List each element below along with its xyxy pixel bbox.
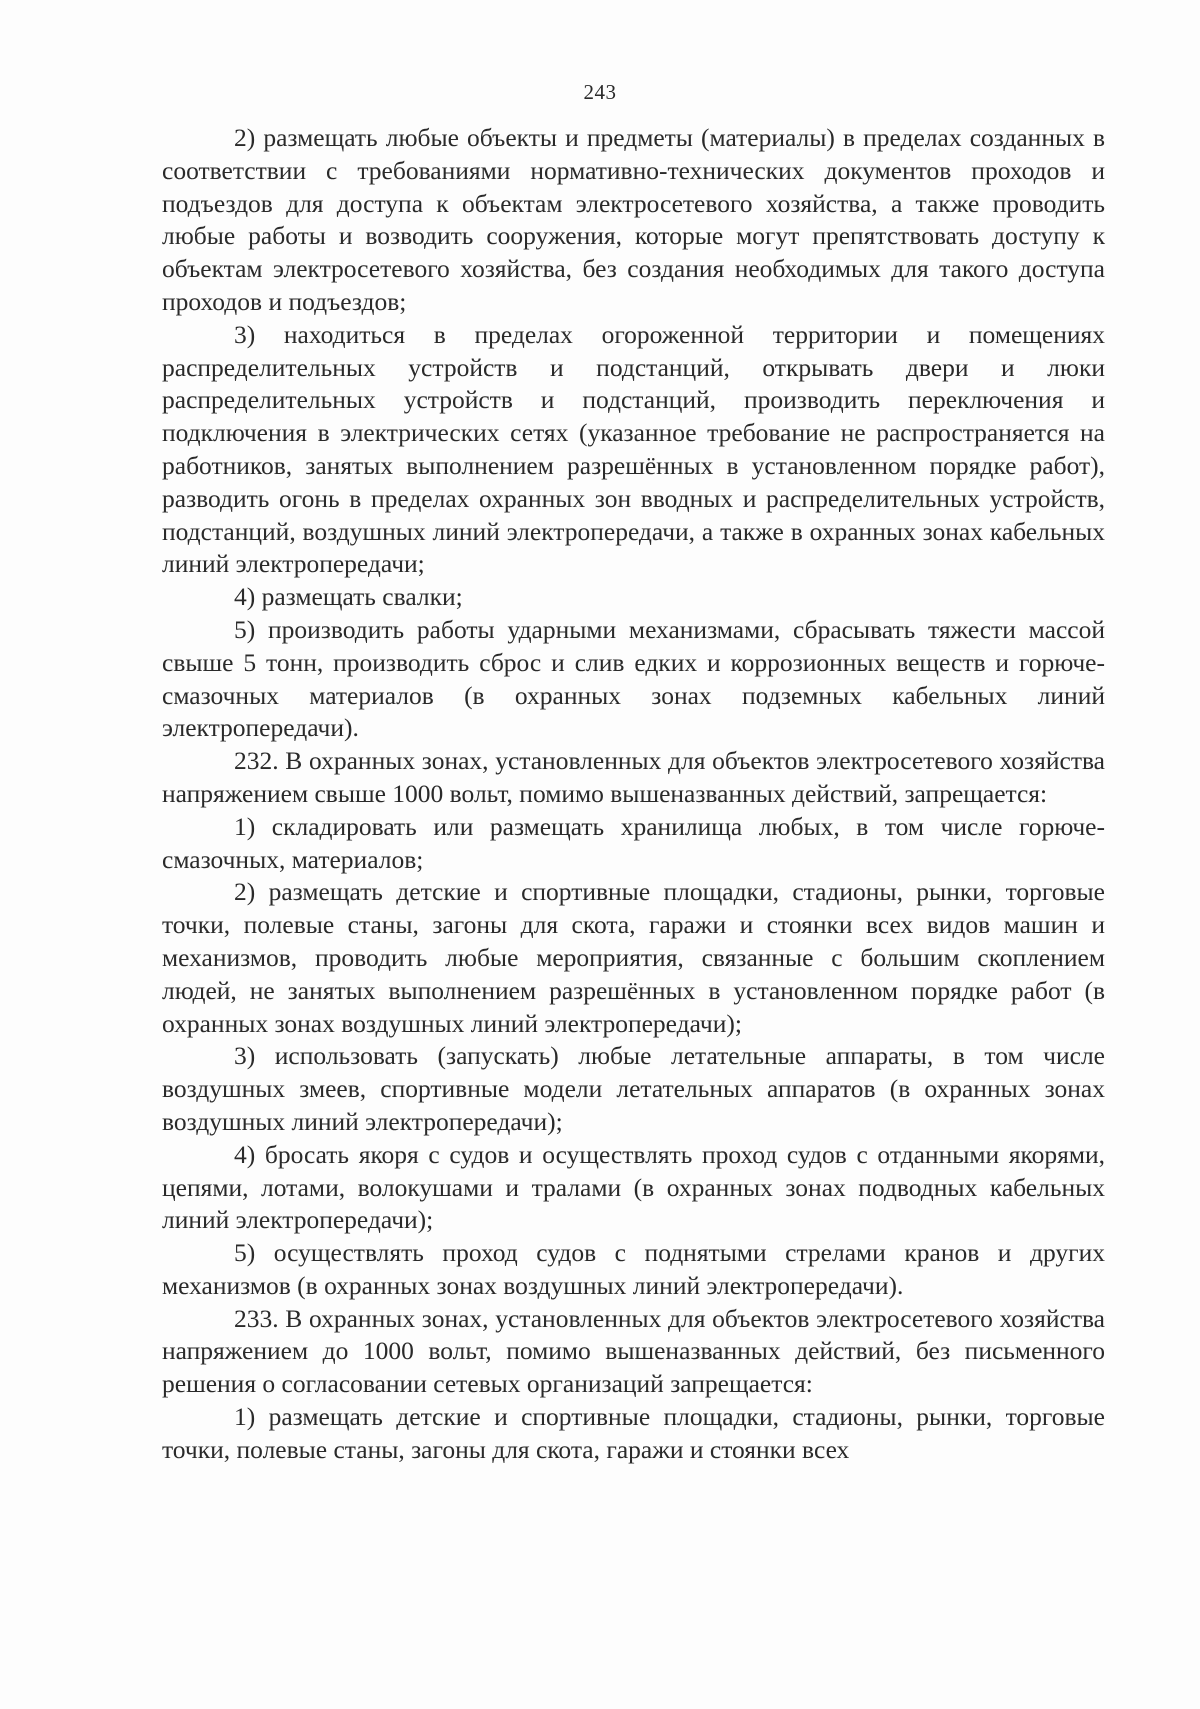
paragraph-item-5-impact-works: 5) производить работы ударными механизмами, сбрасывать тяжести массой свыше 5 тонн, производить сброс и слив едких и коррозионных веществ и горюче-смазочных материалов (в охранных зонах подземных кабельных линий электропередачи). (162, 614, 1105, 743)
paragraph-item-3-enclosed-territory: 3) находиться в пределах огороженной территории и помещениях распределительных устройств и подстанций, открывать двери и люки распределительных устройств и подстанций, производить переключения и подключения в электрических сетях (указанное требование не распространяется на работников, занятых выполнением разрешённых в установленном порядке работ), разводить огонь в пределах охранных зон вводных и распределительных устройств, подстанций, воздушных линий электропередачи, а также в охранных зонах кабельных линий электропередачи; (162, 319, 1105, 579)
paragraph-item-2-objects: 2) размещать любые объекты и предметы (материалы) в пределах созданных в соответствии с требованиями нормативно-технических документов проходов и подъездов для доступа к объектам электросетевого хозяйства, а также проводить любые работы и возводить сооружения, которые могут препятствовать доступу к объектам электросетевого хозяйства, без создания необходимых для такого доступа проходов и подъездов; (162, 123, 1105, 316)
paragraph-item-4-dumps: 4) размещать свалки; (234, 582, 463, 612)
paragraph-232-item-2: 2) размещать детские и спортивные площадки, стадионы, рынки, торговые точки, полевые станы, загоны для скота, гаражи и стоянки всех видов машин и механизмов, проводить любые мероприятия, связанные с большим скоплением людей, не занятых выполнением разрешённых в установленном порядке работ (в охранных зонах воздушных линий электропередачи); (162, 877, 1105, 1038)
document-body (162, 122, 1105, 1467)
paragraph-232-item-1: 1) складировать или размещать хранилища любых, в том числе горюче-смазочных, материалов; (162, 811, 1105, 874)
paragraph-clause-232: 232. В охранных зонах, установленных для объектов электросетевого хозяйства напряжением свыше 1000 вольт, помимо вышеназванных действий, запрещается: (162, 746, 1105, 808)
page-number: 243 (583, 80, 617, 104)
paragraph-232-item-3: 3) использовать (запускать) любые летательные аппараты, в том числе воздушных змеев, спортивные модели летательных аппаратов (в охранных зонах воздушных линий электропередачи); (162, 1041, 1105, 1136)
paragraph-232-item-5: 5) осуществлять проход судов с поднятыми стрелами кранов и других механизмов (в охранных зонах воздушных линий электропередачи). (162, 1238, 1105, 1300)
paragraph-clause-233: 233. В охранных зонах, установленных для объектов электросетевого хозяйства напряжением до 1000 вольт, помимо вышеназванных действий, без письменного решения о согласовании сетевых организаций запрещается: (162, 1303, 1105, 1399)
paragraph-233-item-1: 1) размещать детские и спортивные площадки, стадионы, рынки, торговые точки, полевые станы, загоны для скота, гаражи и стоянки всех (162, 1402, 1105, 1464)
paragraph-232-item-4: 4) бросать якоря с судов и осуществлять проход судов с отданными якорями, цепями, лотами, волокушами и тралами (в охранных зонах подводных кабельных линий электропередачи); (162, 1139, 1105, 1235)
